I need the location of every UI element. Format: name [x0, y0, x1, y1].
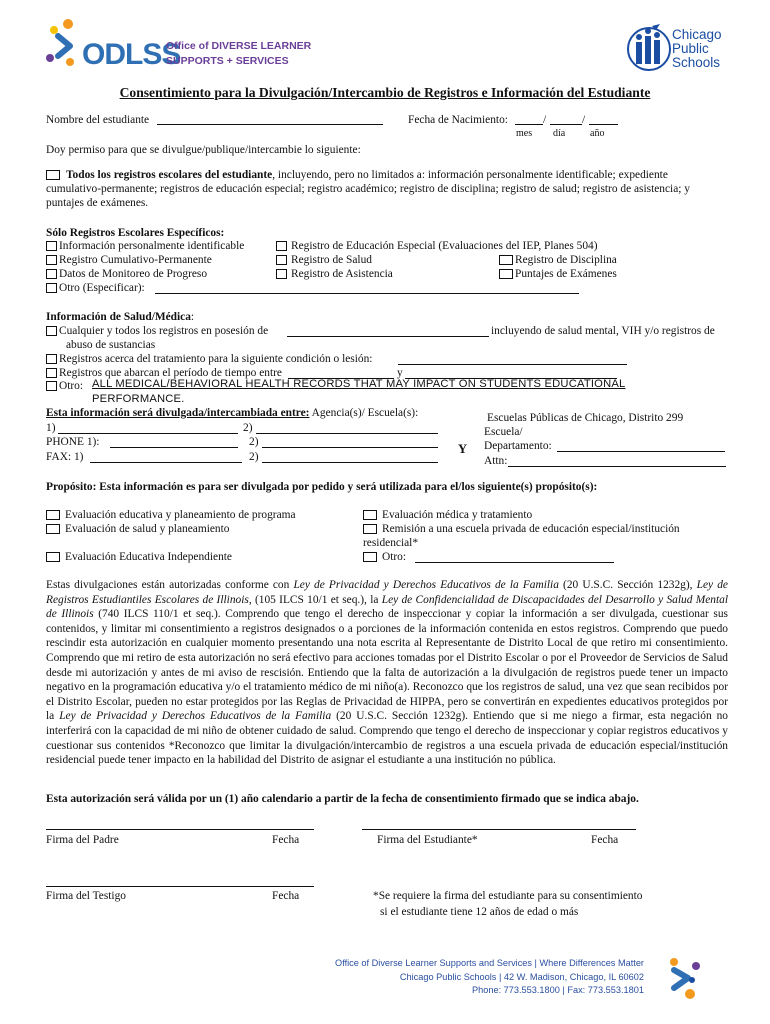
health-condition-field[interactable] — [398, 364, 627, 365]
district-name: Escuelas Públicas de Chicago, Distrito 299 — [487, 412, 684, 424]
legal-paragraph: Estas divulgaciones están autorizadas conforme con Ley de Privacidad y Derechos Educativos de la Familia (20 U.S.C. Sección 1232g), Ley de Registros Estudiantiles Escolares de Illinois, (105 ILCS 10/1 et seq.), la Ley de Confidencialidad de Discapacidades del Desarrollo y Salud Mental de Illinois (740 ILCS 110/1 et seq.). Comprendo que tengo el derecho de inspeccionar y copiar la información a ser divulgada, cuestionar sus contenidos, y limitar mi consentimiento a registros designados o a porciones de la información contenida en estos registros. Comprendo que puedo rescindir esta autorización en cualquier momento presentando una nota escrita al Representante de Distrito Local de que retiro mi consentimiento. Comprendo que mi retiro de esta autorización no será efectivo para acciones tomadas por el Distrito Escolar o por el Proveedor de Servicios de Salud desde mi autorización y antes de mi aviso de rescisión. Entiendo que la falta de autorización a la divulgación de registros puede tener un impacto negativo en la programación educativa y/o el tratamiento médico de mi niño(a). Reconozco que los registros de salud, una vez que sean recibidos por el Distrito Escolar, pueden no estar protegidos por las Reglas de Privacidad de HIPPA, pero se convertirán en expedientes educativos protegidos por la Ley de Privacidad y Derechos Educativos de la Familia (20 U.S.C. Sección 1232g). Entiendo que si me niego a firmar, esta negación no interferirá con la capacidad de mi niño de obtener cuidado de salud. Comprendo que tengo el derecho de inspeccionar y copiar registros educativos y cuestionar sus contenidos *Reconozco que limitar la divulgación/intercambio de registros a una escuela privada de educación especial/institución residencial puede tener impacto en la habilidad del Distrito de asignar el estudiante a una institución no pública. — [46, 579, 728, 767]
health-item-other[interactable]: Otro: — [46, 380, 83, 393]
parent-signature-field[interactable] — [46, 829, 314, 830]
disclosure-heading-wrap — [46, 407, 418, 420]
phone-2-field[interactable] — [262, 447, 438, 448]
checkbox-icon[interactable] — [363, 524, 377, 534]
fax-1-label: FAX: 1) — [46, 451, 84, 463]
party-1-field[interactable] — [58, 433, 238, 434]
purpose-independent-eval[interactable]: Evaluación Educativa Independiente — [46, 551, 232, 564]
specific-item-discipline[interactable]: Registro de Disciplina — [499, 254, 617, 267]
party-1-label: 1) — [46, 422, 56, 434]
checkbox-icon[interactable] — [276, 269, 287, 279]
specific-records-heading: Sólo Registros Escolares Específicos: — [46, 227, 225, 239]
specific-item-cumulative[interactable]: Registro Cumulativo-Permanente — [46, 254, 212, 267]
footer-contact — [224, 957, 644, 998]
and-connector: Y — [458, 442, 468, 456]
footer-line-3: Phone: 773.553.1800 | Fax: 773.553.1801 — [472, 985, 644, 995]
checkbox-icon[interactable] — [276, 241, 287, 251]
student-signature-field[interactable] — [362, 829, 636, 830]
specific-item-special-ed[interactable]: Registro de Educación Especial (Evaluaciones del IEP, Planes 504) — [276, 240, 598, 253]
checkbox-icon[interactable] — [46, 510, 60, 520]
dob-month-field[interactable] — [515, 124, 543, 125]
fax-2-label: 2) — [249, 451, 259, 463]
footer-line-2: Chicago Public Schools | 42 W. Madison, Chicago, IL 60602 — [399, 971, 644, 982]
party-2-field[interactable] — [256, 433, 438, 434]
disclosure-heading: Esta información será divulgada/intercambiada entre: — [46, 407, 310, 419]
attn-field[interactable] — [508, 466, 726, 467]
phone-1-field[interactable] — [110, 447, 238, 448]
checkbox-icon[interactable] — [46, 255, 57, 265]
purpose-health-eval[interactable]: Evaluación de salud y planeamiento — [46, 523, 229, 536]
dob-sep-2: / — [582, 114, 586, 126]
health-item-period[interactable]: Registros que abarcan el período de tiempo entre — [46, 367, 282, 380]
health-heading: Información de Salud/Médica — [46, 311, 191, 323]
health-item-all-c: abuso de sustancias — [66, 339, 156, 351]
purpose-edu-eval[interactable]: Evaluación educativa y planeamiento de programa — [46, 509, 296, 522]
cps-logo — [626, 22, 736, 74]
student-signature-note-2: si el estudiante tiene 12 años de edad o más — [380, 906, 579, 918]
specific-other-field[interactable] — [155, 293, 579, 294]
checkbox-icon[interactable] — [46, 241, 57, 251]
specific-item-other[interactable]: Otro (Especificar): — [46, 282, 145, 295]
dob-day-caption: día — [553, 128, 566, 139]
health-holder-field[interactable] — [287, 336, 489, 337]
permission-text: Doy permiso para que se divulgue/publique/intercambie lo siguiente: — [46, 144, 361, 156]
health-heading-wrap: Información de Salud/Médica: — [46, 311, 195, 323]
purpose-referral[interactable]: Remisión a una escuela privada de educación especial/institución — [363, 523, 680, 536]
fax-1-field[interactable] — [90, 462, 242, 463]
all-records-line-1 — [46, 169, 668, 182]
purpose-referral-b: residencial* — [363, 537, 419, 549]
odlss-subtitle-1: Office of DIVERSE LEARNER — [166, 40, 312, 52]
odlss-subtitle-2: SUPPORTS + SERVICES — [166, 55, 289, 67]
dob-label: Fecha de Nacimiento: — [408, 114, 508, 126]
checkbox-icon[interactable] — [499, 269, 513, 279]
health-item-condition[interactable]: Registros acerca del tratamiento para la siguiente condición o lesión: — [46, 353, 372, 366]
checkbox-icon[interactable] — [46, 269, 57, 279]
health-item-all-b: incluyendo de salud mental, VIH y/o registros de — [491, 325, 715, 337]
specific-item-health[interactable]: Registro de Salud — [276, 254, 372, 267]
all-records-heading: Todos los registros escolares del estudiante — [66, 169, 273, 181]
fax-2-field[interactable] — [262, 462, 438, 463]
purpose-heading: Propósito: Esta información es para ser divulgada por pedido y será utilizada para el/los siguiente(s) propósito(s): — [46, 481, 598, 493]
student-name-label: Nombre del estudiante — [46, 114, 150, 126]
checkbox-icon[interactable] — [46, 354, 57, 364]
checkbox-icon[interactable] — [276, 255, 287, 265]
all-records-text-1: , incluyendo, pero no limitados a: información personalmente identificable; expediente — [272, 169, 668, 181]
cps-name-2: Public — [672, 41, 709, 56]
health-other-value-1[interactable]: ALL MEDICAL/BEHAVIORAL HEALTH RECORDS THAT MAY IMPACT ON STUDENTS EDUCATIONAL — [92, 378, 626, 390]
health-other-value-2[interactable]: PERFORMANCE. — [92, 393, 185, 405]
checkbox-icon[interactable] — [46, 326, 57, 336]
student-signature-label: Firma del Estudiante* — [377, 834, 478, 846]
purpose-other-field[interactable] — [415, 562, 614, 563]
specific-item-attendance[interactable]: Registro de Asistencia — [276, 268, 393, 281]
health-item-all[interactable]: Cualquier y todos los registros en posesión de — [46, 325, 268, 338]
dob-day-field[interactable] — [550, 124, 582, 125]
dob-year-caption: año — [590, 128, 605, 139]
parent-date-label: Fecha — [272, 834, 300, 846]
department-field[interactable] — [557, 451, 725, 452]
page-title: Consentimiento para la Divulgación/Intercambio de Registros e Información del Estudiante — [119, 85, 651, 100]
all-records-checkbox[interactable] — [46, 170, 60, 180]
checkbox-icon[interactable] — [46, 283, 57, 293]
checkbox-icon[interactable] — [499, 255, 513, 265]
witness-signature-field[interactable] — [46, 886, 314, 887]
attn-label: Attn: — [484, 455, 508, 467]
witness-signature-label: Firma del Testigo — [46, 890, 126, 902]
validity-statement: Esta autorización será válida por un (1) año calendario a partir de la fecha de consentimiento firmado que se indica abajo. — [46, 793, 639, 805]
agency-label: Agencia(s)/ Escuela(s): — [311, 407, 419, 419]
checkbox-icon[interactable] — [363, 552, 377, 562]
odlss-footer-mark-icon — [660, 956, 706, 1000]
odlss-logo — [40, 18, 312, 74]
checkbox-icon[interactable] — [363, 510, 377, 520]
dob-sep-1: / — [543, 114, 547, 126]
health-period-y: y — [397, 367, 403, 379]
all-records-line-3: puntajes de exámenes. — [46, 197, 149, 209]
checkbox-icon[interactable] — [46, 524, 60, 534]
parent-signature-label: Firma del Padre — [46, 834, 119, 846]
department-label: Departamento: — [484, 440, 552, 452]
purpose-medical[interactable]: Evaluación médica y tratamiento — [363, 509, 532, 522]
checkbox-icon[interactable] — [46, 552, 60, 562]
purpose-other[interactable]: Otro: — [363, 551, 406, 564]
specific-item-tests[interactable]: Puntajes de Exámenes — [499, 268, 617, 281]
odlss-mark-icon — [44, 18, 80, 68]
specific-item-pii[interactable]: Información personalmente identificable — [46, 240, 244, 253]
specific-item-progress[interactable]: Datos de Monitoreo de Progreso — [46, 268, 207, 281]
checkbox-icon[interactable] — [46, 381, 57, 391]
footer-line-1: Office of Diverse Learner Supports and Services | Where Differences Matter — [335, 958, 644, 968]
cps-name-3: Schools — [672, 55, 721, 70]
phone-2-label: 2) — [249, 436, 259, 448]
all-records-line-2: cumulativo-permanente; registros de educación especial; registro académico; registro de disciplina; registro de salud; registro de asistencia; y — [46, 183, 690, 195]
student-name-field[interactable] — [157, 124, 383, 125]
odlss-wordmark: ODLSS — [82, 38, 181, 71]
phone-1-label: PHONE 1): — [46, 436, 100, 448]
dob-month-caption: mes — [516, 128, 533, 139]
checkbox-icon[interactable] — [46, 368, 57, 378]
cps-emblem-icon — [626, 22, 672, 72]
witness-date-label: Fecha — [272, 890, 300, 902]
student-signature-note-1: *Se requiere la firma del estudiante para su consentimiento — [373, 890, 643, 902]
dob-year-field[interactable] — [589, 124, 618, 125]
party-2-label: 2) — [243, 422, 253, 434]
school-label: Escuela/ — [484, 426, 523, 438]
cps-name-1: Chicago — [672, 27, 722, 42]
student-date-label: Fecha — [591, 834, 619, 846]
